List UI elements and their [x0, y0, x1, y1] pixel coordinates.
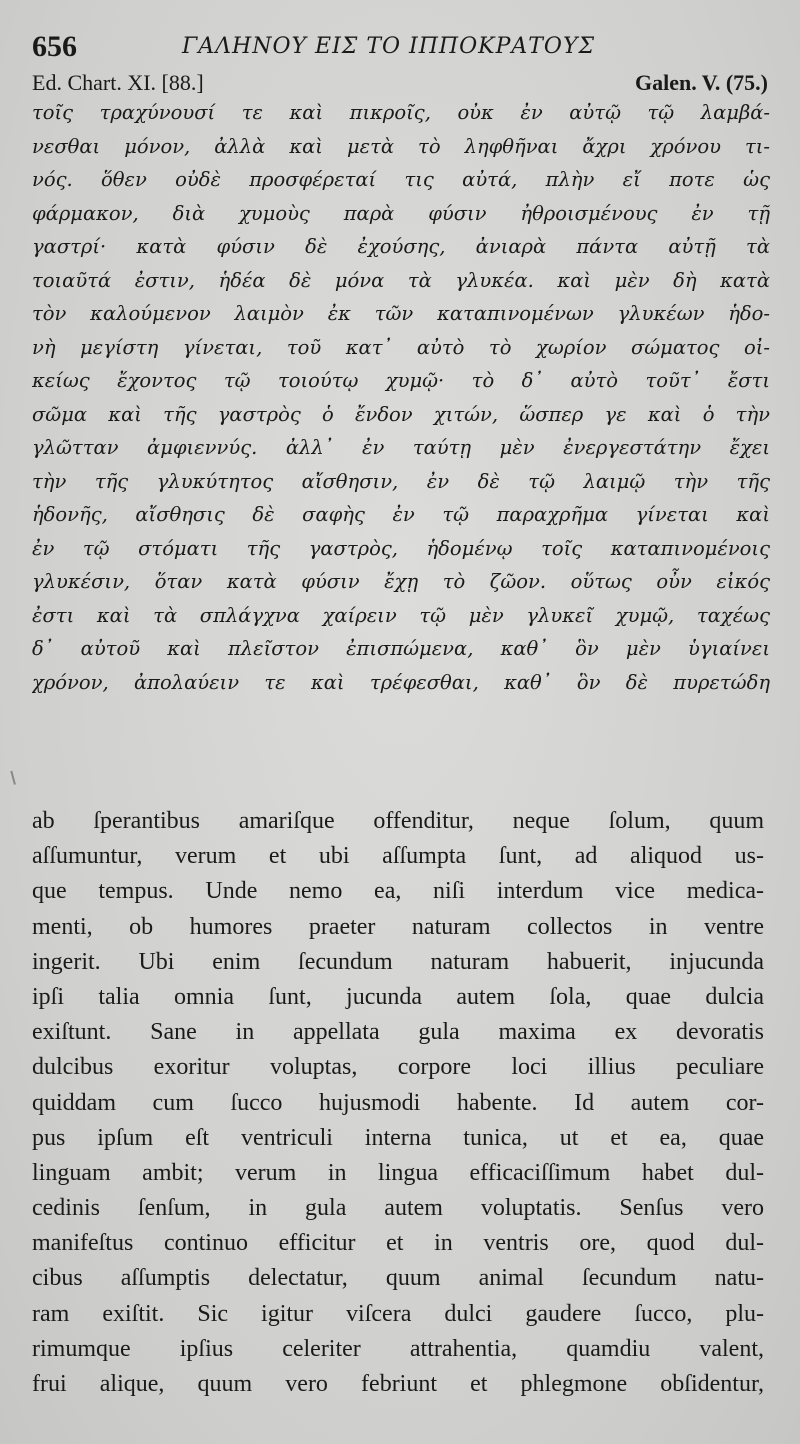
latin-text-line: quiddam cum ſucco hujusmodi habente. Id autem cor- — [32, 1089, 764, 1116]
greek-text-line: ἡδονῆς, αἴσθησις δὲ σαφὴς ἐν τῷ παραχρῆμα γίνεται καὶ — [32, 503, 770, 526]
greek-text-line: γαστρί· κατὰ φύσιν δὲ ἐχούσης, ἀνιαρὰ πάντα αὐτῇ τὰ — [32, 235, 770, 258]
latin-text-line: ipſi talia omnia ſunt, jucunda autem ſola, quae dulcia — [32, 983, 764, 1010]
latin-text-line: rimumque ipſius celeriter attrahentia, quamdiu valent, — [32, 1335, 764, 1362]
edition-reference-line — [32, 70, 768, 96]
latin-text-line: menti, ob humores praeter naturam collectos in ventre — [32, 913, 764, 940]
latin-text-line: cedinis ſenſum, in gula autem voluptatis. Senſus vero — [32, 1195, 764, 1222]
margin-mark — [10, 769, 21, 785]
greek-text-line: σῶμα καὶ τῆς γαστρὸς ὁ ἔνδον χιτών, ὥσπερ γε καὶ ὁ τὴν — [32, 402, 770, 426]
latin-text-line: ingerit. Ubi enim ſecundum naturam habuerit, injucunda — [32, 948, 764, 975]
greek-text-line: ἐστι καὶ τὰ σπλάγχνα χαίρειν τῷ μὲν γλυκεῖ χυμῷ, ταχέως — [32, 603, 770, 627]
greek-text-line: νεσθαι μόνον, ἀλλὰ καὶ μετὰ τὸ ληφθῆναι ἄχρι χρόνου τι- — [32, 134, 770, 158]
latin-text-line: dulcibus exoritur voluptas, corpore loci illius peculiare — [32, 1054, 764, 1081]
running-title: ΓΑΛΗΝΟΥ ΕΙΣ ΤΟ ΙΠΠΟΚΡΑΤΟΥΣ — [182, 34, 596, 59]
greek-text-line: δ᾽ αὐτοῦ καὶ πλεῖστον ἐπισπώμενα, καθ᾽ ὃν μὲν ὑγιαίνει — [32, 637, 770, 660]
greek-text-line: γλῶτταν ἀμφιεννύς. ἀλλ᾽ ἐν ταύτῃ μὲν ἐνεργεστάτην ἔχει — [32, 436, 770, 459]
greek-text-line: νὴ μεγίστη γίνεται, τοῦ κατ᾽ αὐτὸ τὸ χωρίον σώματος οἰ- — [32, 335, 770, 359]
latin-text-line: cibus aſſumptis delectatur, quum animal ſecundum natu- — [32, 1265, 764, 1292]
greek-text-line: χρόνον, ἀπολαύειν τε καὶ τρέφεσθαι, καθ᾽ ὃν δὲ πυρετώδη — [32, 670, 770, 694]
latin-text-line: manifeſtus continuo efficitur et in ventris ore, quod dul- — [32, 1230, 764, 1257]
latin-text-line: ab ſperantibus amariſque offenditur, neque ſolum, quum — [32, 808, 764, 834]
latin-text-line: frui alique, quum vero febriunt et phlegmone obſidentur, — [32, 1371, 764, 1397]
latin-text-line: linguam ambit; verum in lingua efficaciſſimum habet dul- — [32, 1159, 764, 1186]
latin-text-block — [32, 804, 764, 1402]
greek-text-line: τὴν τῆς γλυκύτητος αἴσθησιν, ἐν δὲ τῷ λαιμῷ τὴν τῆς — [32, 469, 770, 493]
edition-left: Ed. Chart. XI. [88.] — [32, 70, 204, 95]
greek-text-line: νός. ὅθεν οὐδὲ προσφέρεταί τις αὐτά, πλὴν εἴ ποτε ὡς — [32, 168, 770, 191]
latin-text-line: pus ipſum eſt ventriculi interna tunica, ut et ea, quae — [32, 1124, 764, 1151]
greek-text-line: κείως ἔχοντος τῷ τοιούτῳ χυμῷ· τὸ δ᾽ αὐτὸ τοῦτ᾽ ἔστι — [32, 369, 770, 392]
greek-text-line: τὸν καλούμενον λαιμὸν ἐκ τῶν καταπινομένων γλυκέων ἡδο- — [32, 302, 770, 325]
edition-right: Galen. V. (75.) — [634, 70, 768, 95]
latin-text-line: que tempus. Unde nemo ea, niſi interdum vice medica- — [32, 878, 764, 905]
greek-text-line: τοιαῦτά ἐστιν, ἡδέα δὲ μόνα τὰ γλυκέα. καὶ μὲν δὴ κατὰ — [32, 268, 770, 292]
greek-text-line: ἐν τῷ στόματι τῆς γαστρὸς, ἡδομένῳ τοῖς καταπινομένοις — [32, 536, 770, 560]
latin-text-line: aſſumuntur, verum et ubi aſſumpta ſunt, ad aliquod us- — [32, 843, 764, 870]
page-number: 656 — [32, 30, 77, 63]
page-header — [32, 30, 768, 70]
latin-text-line: exiſtunt. Sane in appellata gula maxima ex devoratis — [32, 1019, 764, 1046]
greek-text-block — [32, 96, 770, 699]
latin-text-line: ram exiſtit. Sic igitur viſcera dulci gaudere ſucco, plu- — [32, 1300, 764, 1327]
greek-text-line: φάρμακον, διὰ χυμοὺς παρὰ φύσιν ἠθροισμένους ἐν τῇ — [32, 201, 770, 225]
greek-text-line: γλυκέσιν, ὅταν κατὰ φύσιν ἔχῃ τὸ ζῶον. οὕτως οὖν εἰκός — [32, 570, 770, 593]
greek-text-line: τοῖς τραχύνουσί τε καὶ πικροῖς, οὐκ ἐν αὐτῷ τῷ λαμβά- — [32, 101, 770, 124]
